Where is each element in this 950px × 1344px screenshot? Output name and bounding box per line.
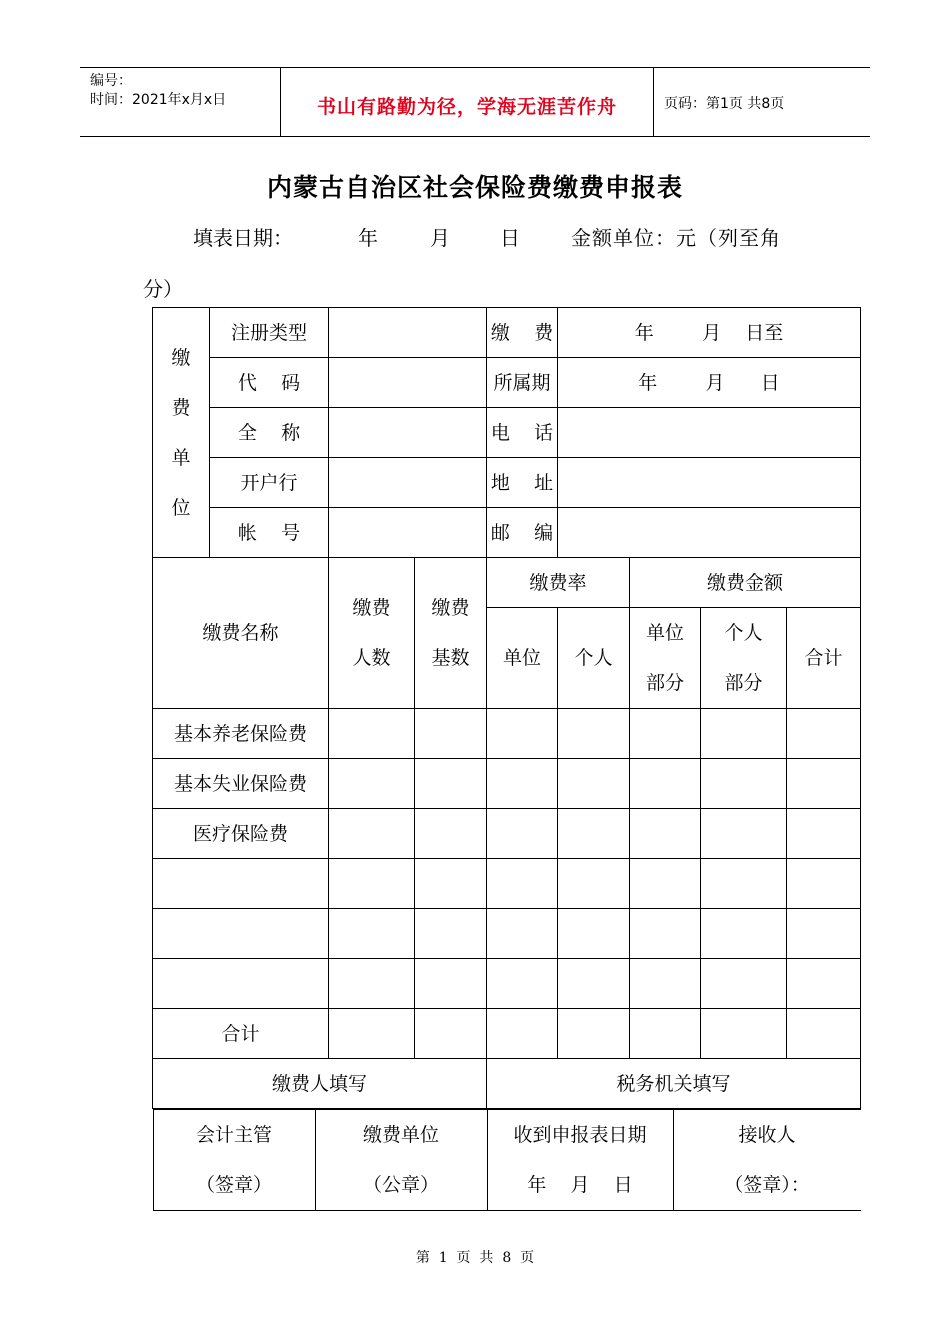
fee-row <box>153 859 861 909</box>
fee-row <box>153 909 861 959</box>
fee-cell[interactable] <box>415 809 487 859</box>
fee-cell[interactable] <box>558 759 630 809</box>
sign-row-container <box>153 1109 861 1212</box>
fee-row-name[interactable] <box>153 909 329 959</box>
fee-amount-header: 缴费金额 <box>630 558 861 608</box>
receive-date-cell[interactable] <box>487 1110 673 1211</box>
fee-name-header: 缴费名称 <box>153 558 329 709</box>
fee-cell[interactable] <box>787 909 861 959</box>
fee-cell[interactable] <box>787 959 861 1009</box>
amount-person-header <box>701 608 787 709</box>
fee-header-row-1 <box>153 558 861 608</box>
amount-unit-label: 金额单位：元（列至角 <box>571 226 781 250</box>
period-label-1: 缴 费 <box>487 308 558 358</box>
sign-subtable <box>153 1109 861 1211</box>
account-field[interactable] <box>329 508 487 558</box>
fee-cell[interactable] <box>630 959 701 1009</box>
address-field[interactable] <box>558 458 861 508</box>
fee-cell[interactable] <box>415 759 487 809</box>
fee-cell[interactable] <box>787 859 861 909</box>
fee-people-header-line: 缴费 <box>352 597 391 619</box>
fee-people-header <box>329 558 415 709</box>
fee-cell[interactable] <box>487 959 558 1009</box>
postcode-label: 邮 编 <box>487 508 558 558</box>
page-footer: 第 1 页 共 8 页 <box>415 1250 535 1266</box>
fee-cell[interactable] <box>630 709 701 759</box>
fee-row <box>153 959 861 1009</box>
unit-row-code <box>153 358 861 408</box>
fee-cell[interactable] <box>415 859 487 909</box>
document-time-label: 时间：2021年x月x日 <box>90 92 227 108</box>
fee-cell[interactable] <box>487 809 558 859</box>
fee-cell[interactable] <box>701 959 787 1009</box>
fee-row <box>153 709 861 759</box>
header-meta-cell <box>80 68 281 136</box>
code-label: 代 码 <box>210 358 329 408</box>
fee-row-name[interactable] <box>153 859 329 909</box>
page-title: 内蒙古自治区社会保险费缴费申报表 <box>266 173 683 202</box>
fee-cell[interactable] <box>487 1009 558 1059</box>
accountant-cell[interactable] <box>153 1110 315 1211</box>
receiver-label: 接收人 <box>738 1124 796 1146</box>
fee-people-header-line: 人数 <box>352 647 391 669</box>
fee-cell[interactable] <box>558 859 630 909</box>
fee-cell[interactable] <box>787 809 861 859</box>
amount-unit-continued: 分） <box>143 277 183 301</box>
fee-cell[interactable] <box>701 1009 787 1059</box>
fee-total-row <box>153 1009 861 1059</box>
receive-date-label: 收到申报表日期 <box>513 1124 647 1146</box>
unit-label-char: 费 <box>171 396 191 419</box>
fee-cell[interactable] <box>415 909 487 959</box>
bank-label: 开户行 <box>210 458 329 508</box>
full-name-label: 全 称 <box>210 408 329 458</box>
fee-cell[interactable] <box>558 959 630 1009</box>
fee-row-name[interactable] <box>153 959 329 1009</box>
fee-cell[interactable] <box>630 1009 701 1059</box>
fee-base-header <box>415 558 487 709</box>
payer-unit-seal: （公章） <box>362 1174 439 1196</box>
declaration-form-table <box>152 307 861 1211</box>
fee-row-name: 基本失业保险费 <box>153 759 329 809</box>
accountant-label: 会计主管 <box>195 1124 272 1146</box>
rate-person-header: 个人 <box>558 608 630 709</box>
fee-base-header-line: 缴费 <box>431 597 470 619</box>
postcode-field[interactable] <box>558 508 861 558</box>
payer-unit-cell[interactable] <box>315 1110 487 1211</box>
fee-cell[interactable] <box>415 709 487 759</box>
amount-unit-header-line: 部分 <box>645 672 684 694</box>
fee-cell[interactable] <box>701 809 787 859</box>
fee-cell[interactable] <box>329 959 415 1009</box>
accountant-seal: （签章） <box>195 1174 272 1196</box>
fill-month: 月 <box>430 226 450 250</box>
fee-row-name: 医疗保险费 <box>153 809 329 859</box>
payer-unit-label: 缴费单位 <box>362 1124 439 1146</box>
fee-row-name: 基本养老保险费 <box>153 709 329 759</box>
fee-cell[interactable] <box>558 709 630 759</box>
fee-cell[interactable] <box>630 759 701 809</box>
phone-label: 电 话 <box>487 408 558 458</box>
sign-header-row <box>153 1059 861 1109</box>
fee-cell[interactable] <box>558 909 630 959</box>
fee-cell[interactable] <box>487 859 558 909</box>
fee-cell[interactable] <box>630 859 701 909</box>
unit-row-account <box>153 508 861 558</box>
document-header <box>80 67 870 137</box>
reg-type-field[interactable] <box>329 308 487 358</box>
fee-cell[interactable] <box>329 709 415 759</box>
fee-cell[interactable] <box>558 1009 630 1059</box>
fee-cell[interactable] <box>701 859 787 909</box>
fee-cell[interactable] <box>630 809 701 859</box>
fee-cell[interactable] <box>329 759 415 809</box>
full-name-field[interactable] <box>329 408 487 458</box>
fee-row <box>153 809 861 859</box>
account-label: 帐 号 <box>210 508 329 558</box>
period-value-2[interactable]: 年 月 日 <box>558 358 861 408</box>
fee-cell[interactable] <box>329 809 415 859</box>
code-field[interactable] <box>329 358 487 408</box>
fee-cell[interactable] <box>701 909 787 959</box>
unit-row-bank <box>153 458 861 508</box>
receive-date-value: 年 月 日 <box>527 1174 633 1196</box>
fee-cell[interactable] <box>701 709 787 759</box>
unit-label-char: 单 <box>171 446 191 469</box>
fee-cell[interactable] <box>487 759 558 809</box>
fee-row <box>153 759 861 809</box>
fee-total-label: 合计 <box>153 1009 329 1059</box>
header-motto-cell <box>281 68 654 136</box>
phone-field[interactable] <box>558 408 861 458</box>
receiver-seal: （签章）： <box>724 1174 810 1196</box>
fill-date-label: 填表日期： <box>193 226 293 250</box>
period-label-2: 所属期 <box>487 358 558 408</box>
unit-row-reg-type <box>153 308 861 358</box>
fee-base-header-line: 基数 <box>431 647 470 669</box>
amount-total-header: 合计 <box>787 608 861 709</box>
fee-cell[interactable] <box>787 759 861 809</box>
unit-section-label <box>153 308 210 558</box>
fee-cell[interactable] <box>701 759 787 809</box>
period-value-1[interactable]: 年 月 日至 <box>558 308 861 358</box>
header-page-cell <box>654 68 870 136</box>
amount-person-header-line: 个人 <box>724 622 763 644</box>
fee-cell[interactable] <box>415 959 487 1009</box>
amount-unit-header-line: 单位 <box>645 622 684 644</box>
unit-label-char: 位 <box>171 496 191 519</box>
unit-label-char: 缴 <box>171 346 191 369</box>
page-indicator: 页码：第1页 共8页 <box>664 96 785 112</box>
fill-year: 年 <box>358 226 378 250</box>
fee-rate-header: 缴费率 <box>487 558 630 608</box>
amount-person-header-line: 部分 <box>724 672 763 694</box>
fee-cell[interactable] <box>329 909 415 959</box>
fee-cell[interactable] <box>630 909 701 959</box>
reg-type-label: 注册类型 <box>210 308 329 358</box>
amount-unit-header <box>630 608 701 709</box>
payer-fill-header: 缴费人填写 <box>153 1059 487 1109</box>
rate-unit-header: 单位 <box>487 608 558 709</box>
fee-cell[interactable] <box>787 1009 861 1059</box>
tax-fill-header: 税务机关填写 <box>487 1059 861 1109</box>
receiver-cell[interactable] <box>673 1110 861 1211</box>
fill-day: 日 <box>500 226 520 250</box>
unit-row-name <box>153 408 861 458</box>
fee-cell[interactable] <box>787 709 861 759</box>
fee-cell[interactable] <box>487 909 558 959</box>
fee-cell[interactable] <box>329 1009 415 1059</box>
fee-cell[interactable] <box>558 809 630 859</box>
motto-text: 书山有路勤为径，学海无涯苦作舟 <box>316 96 617 118</box>
sign-row <box>153 1109 861 1212</box>
fee-cell[interactable] <box>415 1009 487 1059</box>
bank-field[interactable] <box>329 458 487 508</box>
fee-cell[interactable] <box>329 859 415 909</box>
document-number-label: 编号： <box>90 73 132 89</box>
address-label: 地 址 <box>487 458 558 508</box>
fee-cell[interactable] <box>487 709 558 759</box>
